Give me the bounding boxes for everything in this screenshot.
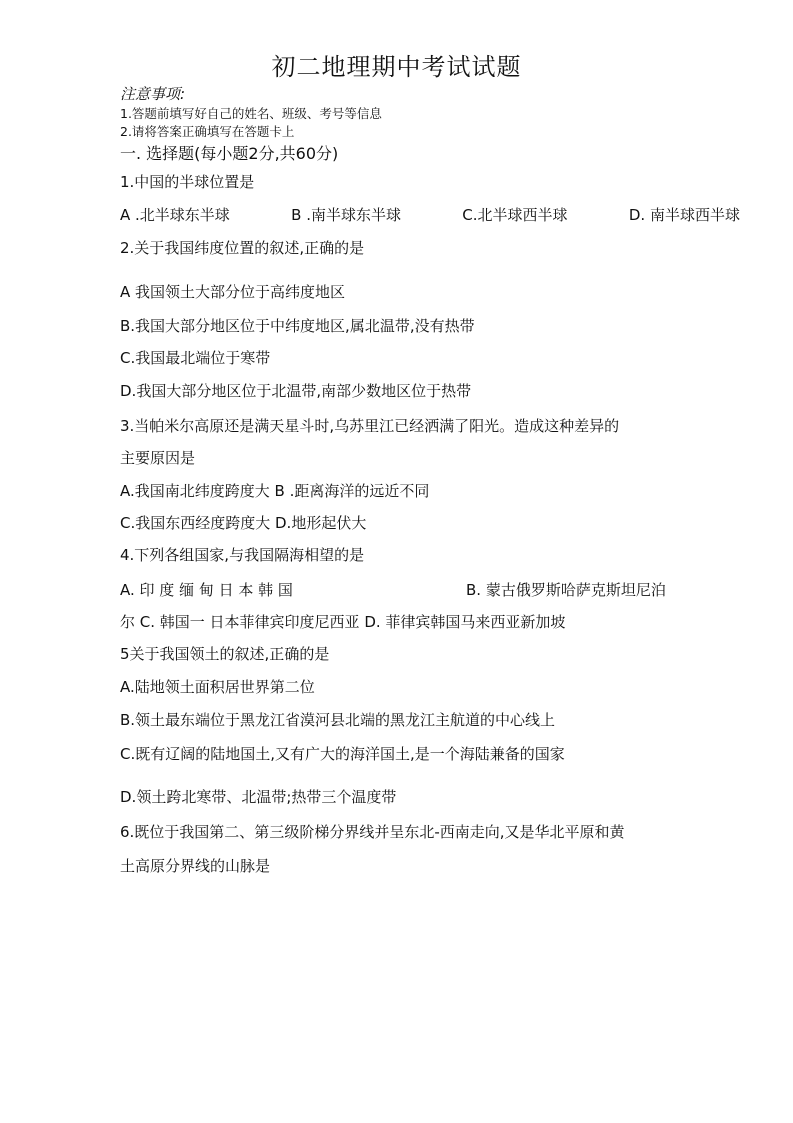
page-title: 初二地理期中考试试题 (271, 53, 522, 81)
q4-options-line1-b: B. 蒙古俄罗斯哈萨克斯坦尼泊 (466, 581, 666, 599)
q5-stem: 5关于我国领土的叙述,正确的是 (120, 645, 330, 663)
q5-option-b: B.领土最东端位于黑龙江省漠河县北端的黑龙江主航道的中心线上 (120, 711, 556, 729)
q4-stem: 4.下列各组国家,与我国隔海相望的是 (120, 546, 365, 564)
note-item-2: 2.请将答案正确填写在答题卡上 (120, 124, 295, 139)
q6-stem-line1: 6.既位于我国第二、第三级阶梯分界线并呈东北-西南走向,又是华北平原和黄 (120, 823, 625, 841)
section-heading: 一. 选择题(每小题2分,共60分) (120, 144, 339, 163)
q4-options-line2: 尔 C. 韩国一 日本菲律宾印度尼西亚 D. 菲律宾韩国马来西亚新加坡 (120, 613, 566, 631)
q1-options (120, 205, 740, 225)
q3-options-line2: C.我国东西经度跨度大 D.地形起伏大 (120, 514, 367, 532)
q2-stem: 2.关于我国纬度位置的叙述,正确的是 (120, 239, 365, 257)
q1-stem: 1.中国的半球位置是 (120, 173, 255, 191)
q6-stem-line2: 土高原分界线的山脉是 (120, 857, 271, 875)
q2-option-b: B.我国大部分地区位于中纬度地区,属北温带,没有热带 (120, 317, 475, 335)
q3-options-line1: A.我国南北纬度跨度大 B .距离海洋的远近不同 (120, 482, 430, 500)
q4-options-line1-a: A. 印 度 缅 甸 日 本 韩 国 (120, 581, 293, 599)
q2-option-c: C.我国最北端位于寒带 (120, 349, 271, 367)
q3-stem-line2: 主要原因是 (120, 449, 196, 467)
q1-option-a: A .北半球东半球 (120, 206, 230, 224)
q2-option-d: D.我国大部分地区位于北温带,南部少数地区位于热带 (120, 382, 472, 400)
q5-option-d: D.领土跨北寒带、北温带;热带三个温度带 (120, 788, 397, 806)
q5-option-a: A.陆地领土面积居世界第二位 (120, 678, 315, 696)
note-item-1: 1.答题前填写好自己的姓名、班级、考号等信息 (120, 106, 382, 121)
q3-stem-line1: 3.当帕米尔高原还是满天星斗时,乌苏里江已经洒满了阳光。造成这种差异的 (120, 417, 620, 435)
q5-option-c: C.既有辽阔的陆地国土,又有广大的海洋国土,是一个海陆兼备的国家 (120, 745, 565, 763)
q1-option-b: B .南半球东半球 (291, 206, 401, 224)
q1-option-c: C.北半球西半球 (462, 206, 568, 224)
q2-option-a: A 我国领土大部分位于高纬度地区 (120, 283, 346, 301)
notes-heading: 注意事项: (120, 85, 186, 103)
q1-option-d: D. 南半球西半球 (628, 206, 740, 224)
